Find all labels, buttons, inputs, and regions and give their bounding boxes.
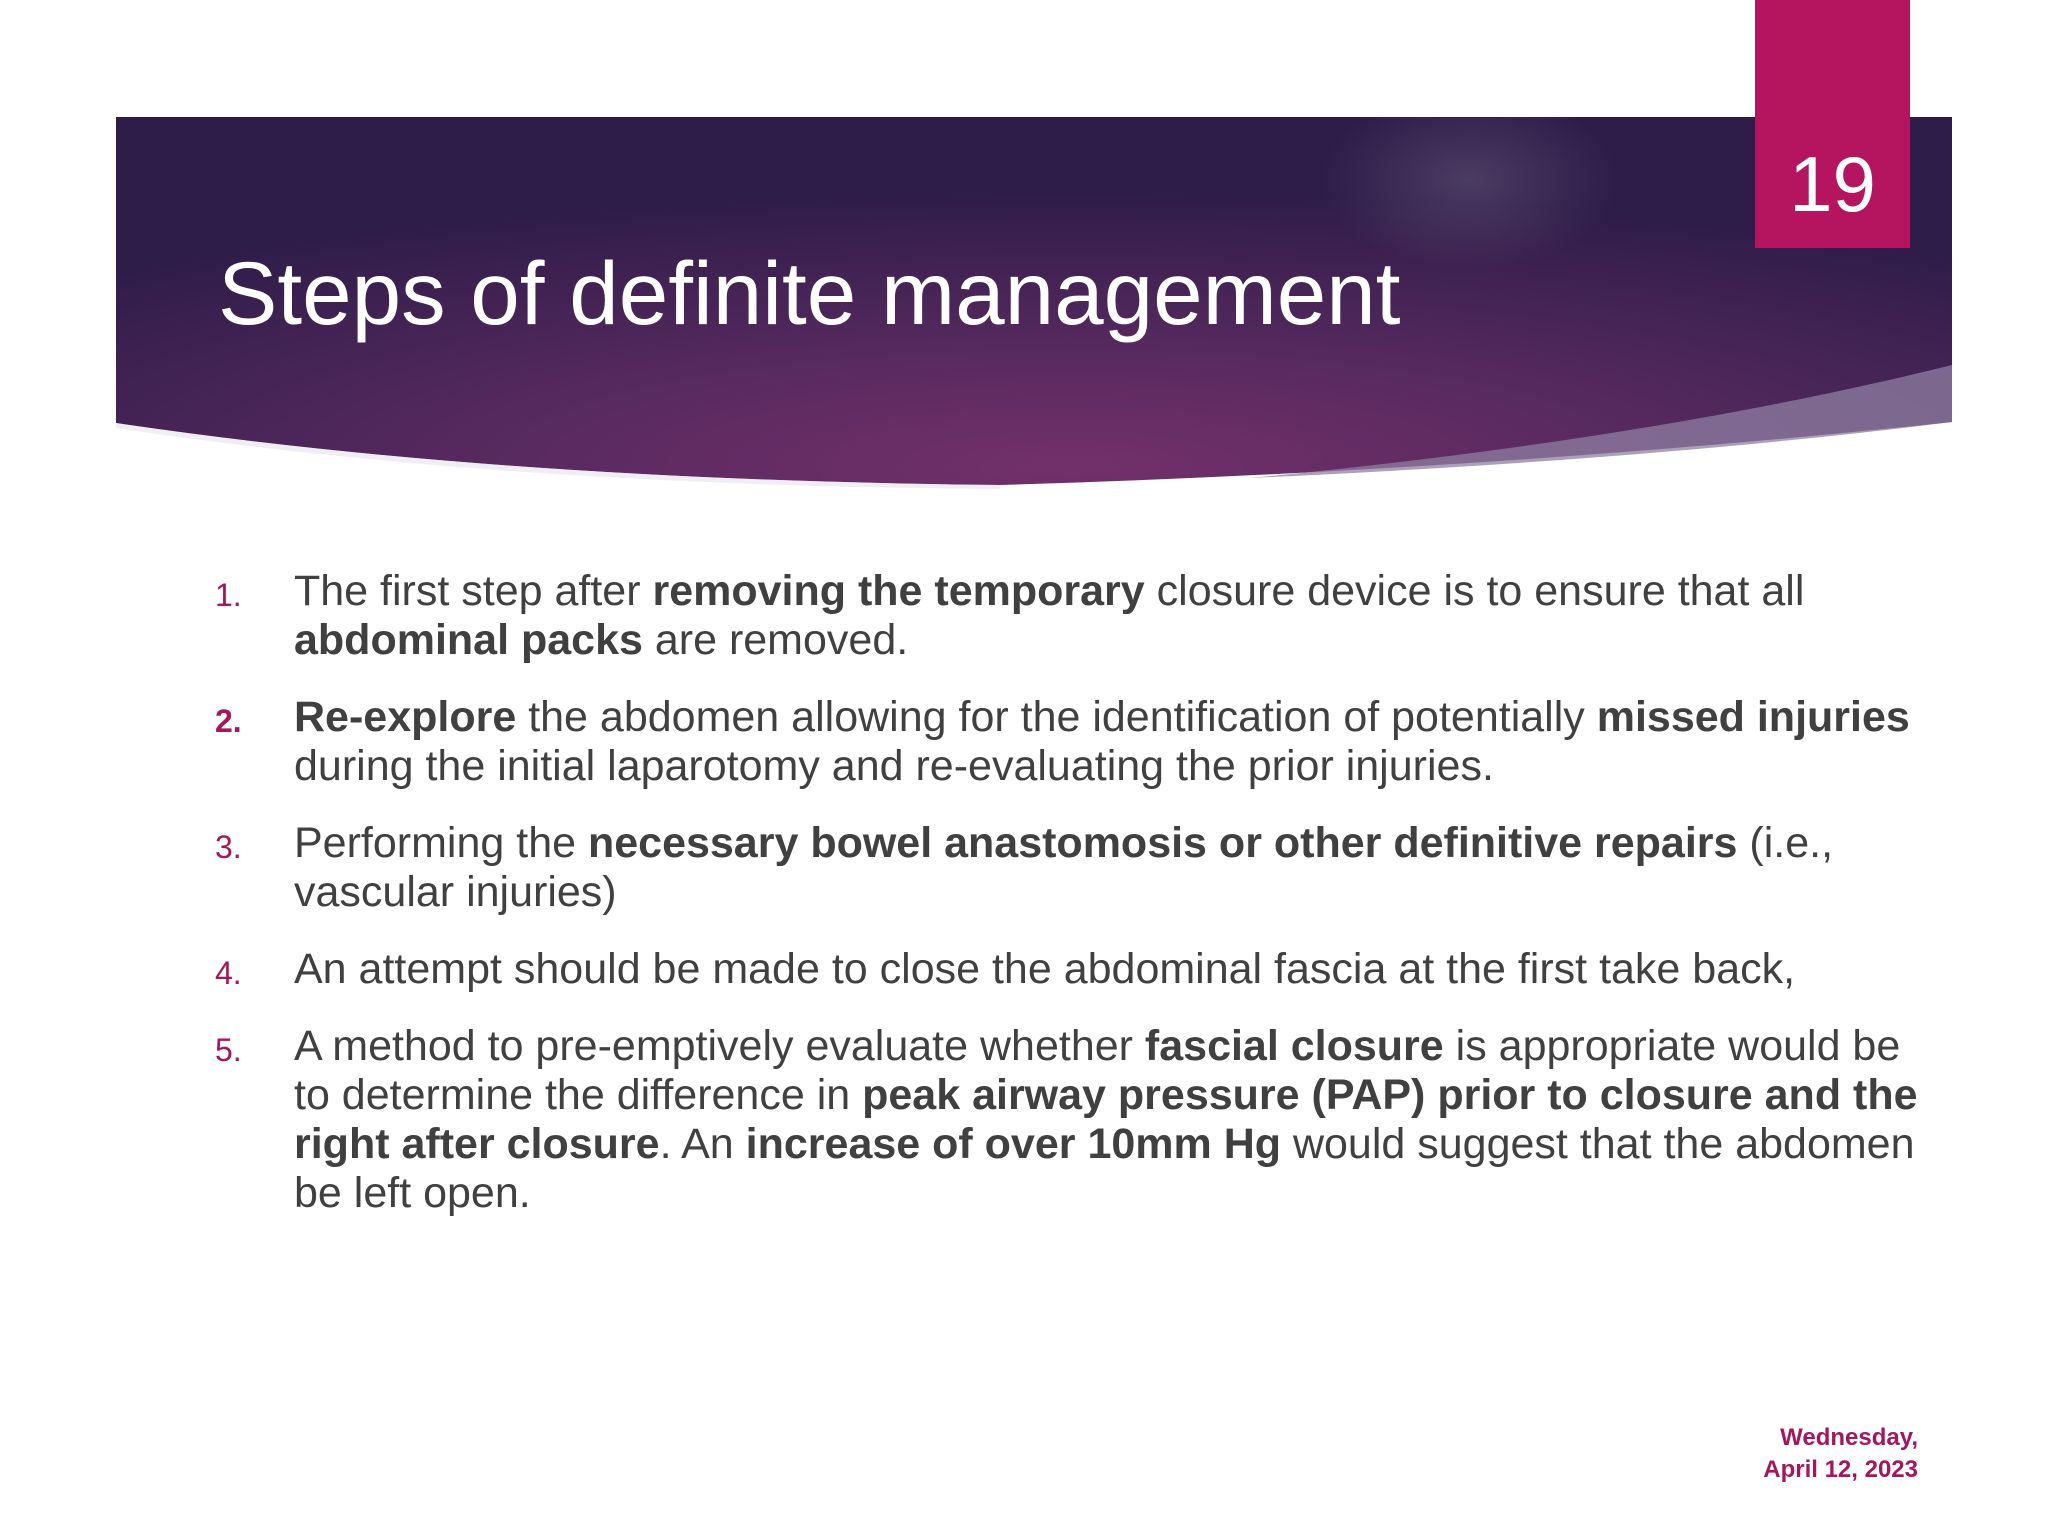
slide-number: 19 (1789, 140, 1876, 228)
step-text-emphasis: Re-explore (294, 693, 517, 741)
step-text-run: . An (659, 1120, 746, 1168)
step-text-run: A method to pre-emptively evaluate whether (294, 1022, 1145, 1070)
step-item (215, 567, 1935, 665)
date-full: April 12, 2023 (1763, 1456, 1918, 1483)
step-text-run: is appropriate would be to determine the difference in (294, 1022, 1901, 1119)
date-weekday: Wednesday, (1780, 1424, 1918, 1451)
step-number: 2. (215, 703, 242, 739)
slide-date (1763, 1422, 1918, 1486)
step-text-run: during the initial laparotomy and re-evaluating the prior injuries. (294, 742, 1494, 790)
steps-list (215, 567, 1935, 1246)
step-text-run: An attempt should be made to close the abdominal fascia at the first take back, (294, 945, 1796, 993)
step-number: 1. (215, 577, 242, 613)
step-text-emphasis: necessary bowel anastomosis or other definitive repairs (587, 819, 1738, 867)
step-text (294, 945, 1795, 993)
step-text (294, 693, 1910, 790)
step-number: 5. (215, 1032, 242, 1068)
step-text-emphasis: peak airway pressure (PAP) prior to closure and the right after closure (294, 1071, 1918, 1168)
step-item (215, 1022, 1935, 1218)
step-number: 4. (215, 955, 242, 991)
step-text (294, 819, 1833, 916)
slide-title: Steps of definite management (218, 243, 1401, 343)
step-text-run: (i.e., vascular injuries) (294, 819, 1834, 916)
step-item (215, 945, 1935, 994)
step-text-emphasis: removing the temporary (652, 567, 1145, 615)
step-text-emphasis: abdominal packs (294, 616, 643, 664)
step-text (294, 1022, 1918, 1217)
step-item (215, 693, 1935, 791)
step-text-run: would suggest that the abdomen be left open. (294, 1120, 1915, 1217)
step-number: 3. (215, 829, 242, 865)
step-text (294, 567, 1804, 664)
slide-number-badge (1755, 0, 1910, 248)
step-item (215, 819, 1935, 917)
step-text-run: Performing the (294, 819, 588, 867)
step-text-run: the abdomen allowing for the identification of potentially (516, 693, 1597, 741)
step-text-run: are removed. (642, 616, 909, 664)
step-text-run: The first step after (294, 567, 653, 615)
step-text-run: closure device is to ensure that all (1144, 567, 1805, 615)
step-text-emphasis: missed injuries (1596, 693, 1910, 741)
step-text-emphasis: fascial closure (1144, 1022, 1444, 1070)
step-text-emphasis: increase of over 10mm Hg (745, 1120, 1282, 1168)
